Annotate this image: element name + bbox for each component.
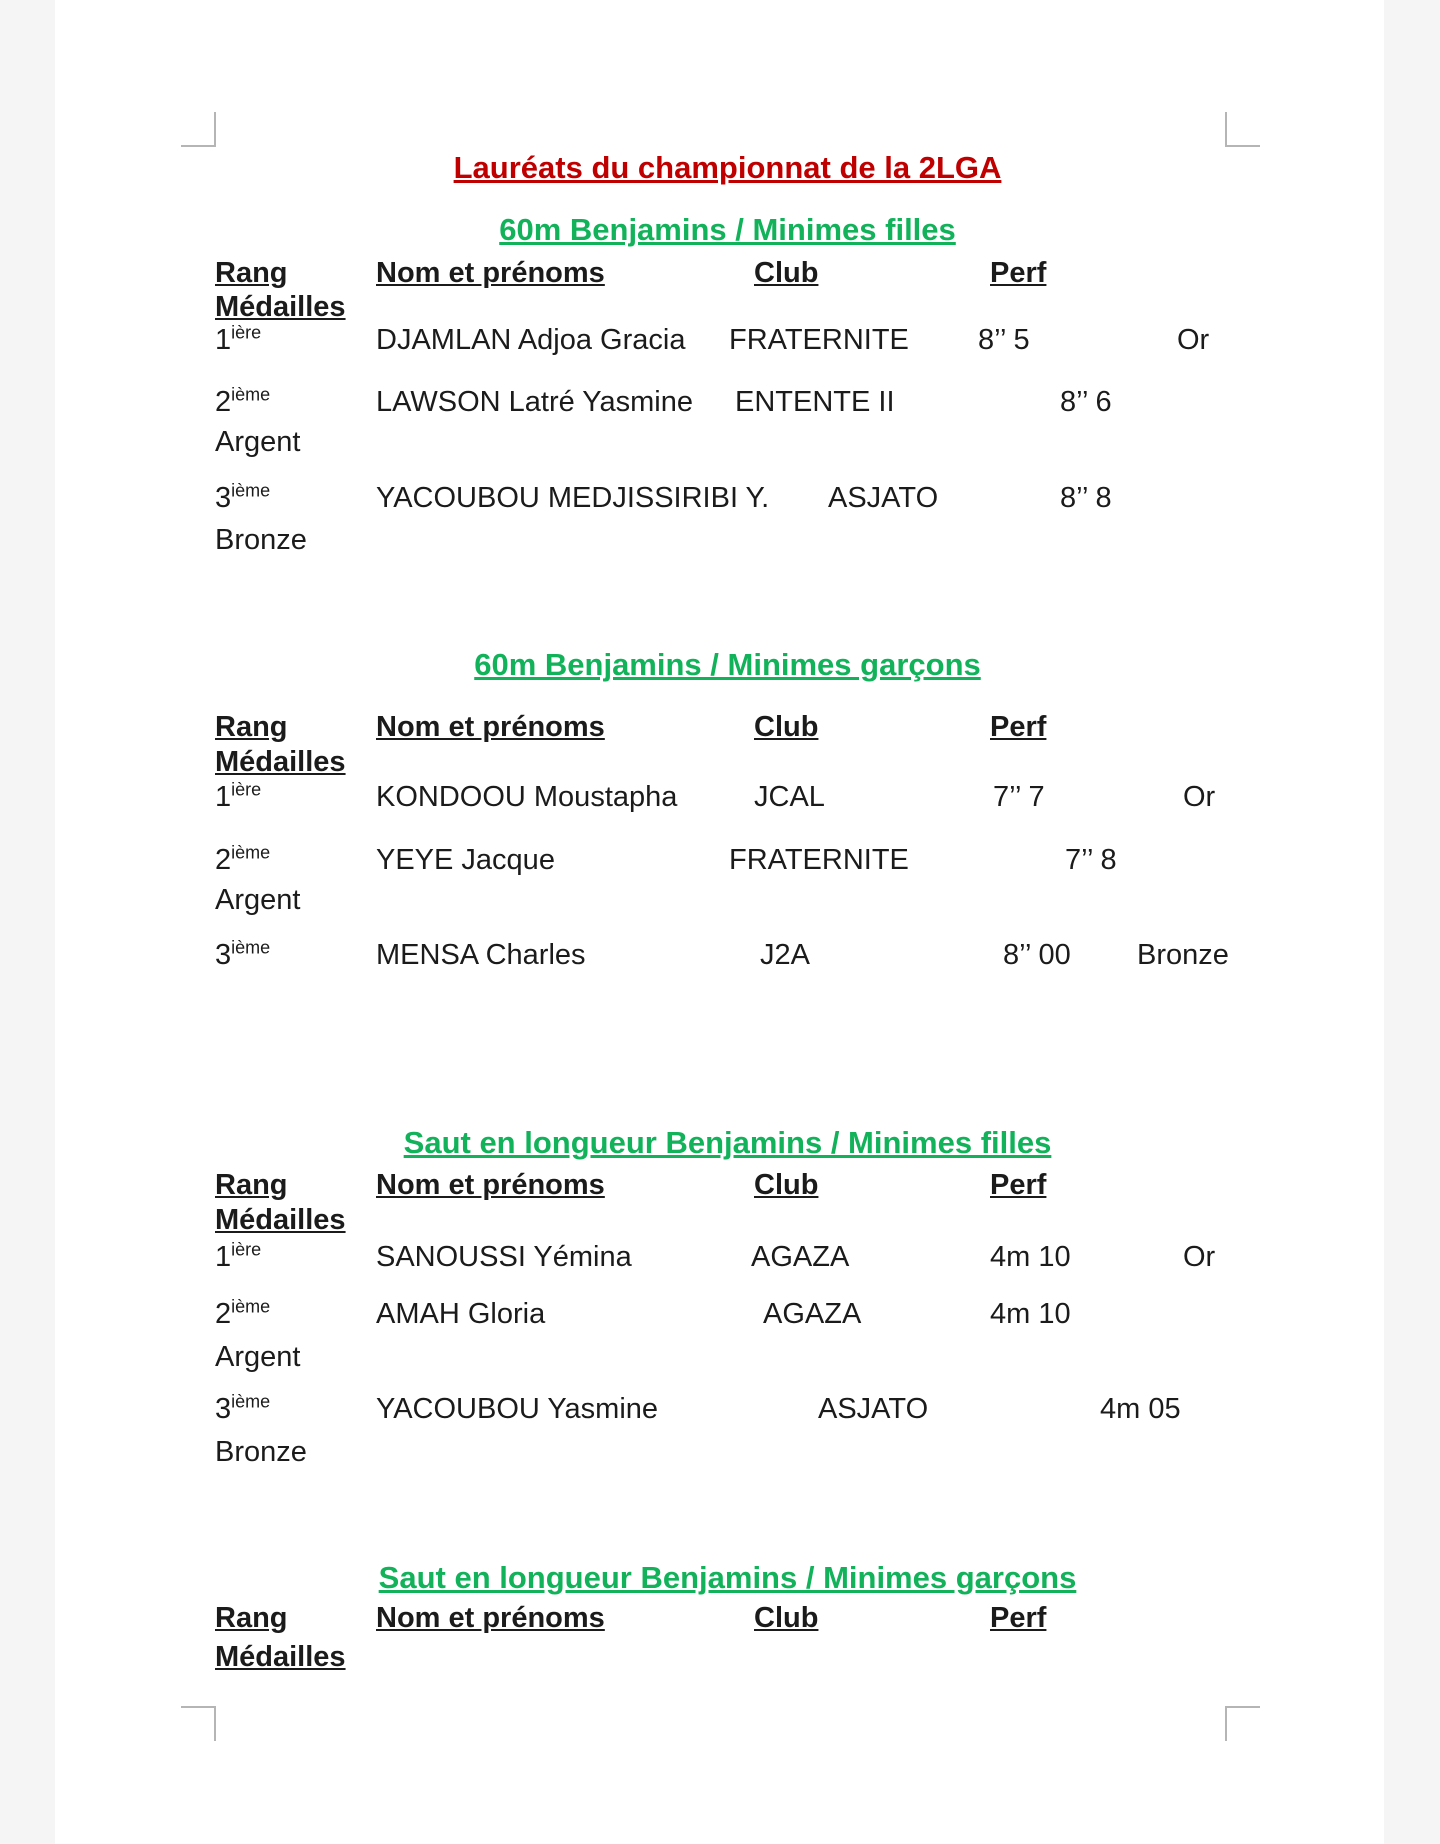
column-header-rang: Rang [215,1602,288,1634]
rank-cell: 3ième [215,937,271,971]
crop-mark-bottom-right [1225,1706,1260,1741]
name-cell: YEYE Jacque [376,844,555,876]
rank-cell: $1^{ière}$ [215,779,262,813]
column-header-nom: Nom et prénoms [376,711,605,743]
perf-cell: 8’’ 00 [1003,939,1071,971]
medal-cell: Or [1183,1241,1216,1273]
column-header-rang: Rang [215,1169,288,1201]
name-cell: AMAH Gloria [376,1298,546,1330]
column-header-nom: Nom et prénoms [376,1602,605,1634]
crop-mark-top-left [181,112,216,147]
perf-cell: 7’’ 7 [993,781,1045,813]
perf-cell: 7’’ 8 [1065,844,1117,876]
name-cell: YACOUBOU MEDJISSIRIBI Y. [376,482,770,514]
rank-cell: $1^{ière}$ [215,1239,262,1273]
document-page [55,0,1384,1844]
name-cell: KONDOOU Moustapha [376,781,678,813]
column-header-perf: Perf [990,711,1047,743]
rank-cell: 2ième [215,842,271,876]
club-cell: AGAZA [763,1298,862,1330]
club-cell: AGAZA [751,1241,850,1273]
name-cell: SANOUSSI Yémina [376,1241,632,1273]
column-header-medailles: Médailles [215,1641,346,1673]
column-header-nom: Nom et prénoms [376,257,605,289]
page-title-text: Lauréats du championnat de la 2LGA [453,150,1002,185]
rank-cell: 3ième [215,1391,271,1425]
name-cell: YACOUBOU Yasmine [376,1393,659,1425]
column-header-club: Club [754,711,819,743]
rank-cell: $1^{ière}$ [215,322,262,356]
section-title-60m-filles: 60m Benjamins / Minimes filles [499,212,956,247]
column-header-club: Club [754,257,819,289]
section-title-longueur-garcons: Saut en longueur Benjamins / Minimes garçons [378,1560,1077,1595]
crop-mark-bottom-left [181,1706,216,1741]
section-title-longueur-filles: Saut en longueur Benjamins / Minimes filles [403,1125,1052,1160]
club-cell: ASJATO [828,482,939,514]
medal-cell: Bronze [215,524,307,556]
medal-cell: Or [1183,781,1216,813]
column-header-perf: Perf [990,1602,1047,1634]
perf-cell: 8’’ 6 [1060,386,1112,418]
perf-cell: 4m 10 [990,1241,1071,1273]
column-header-rang: Rang [215,711,288,743]
medal-cell: Bronze [1137,939,1229,971]
perf-cell: 8’’ 5 [978,324,1030,356]
column-header-perf: Perf [990,1169,1047,1201]
club-cell: ASJATO [818,1393,929,1425]
column-header-nom: Nom et prénoms [376,1169,605,1201]
club-cell: ENTENTE II [735,386,895,418]
crop-mark-top-right [1225,112,1260,147]
medal-cell: Argent [215,884,301,916]
column-header-club: Club [754,1602,819,1634]
name-cell: MENSA Charles [376,939,586,971]
medal-cell: Or [1177,324,1210,356]
column-header-club: Club [754,1169,819,1201]
rank-cell: 2ième [215,1296,271,1330]
perf-cell: 8’’ 8 [1060,482,1112,514]
medal-cell: Bronze [215,1436,307,1468]
club-cell: FRATERNITE [729,844,909,876]
name-cell: DJAMLAN Adjoa Gracia [376,324,686,356]
rank-cell: 3ième [215,480,271,514]
rank-cell: 2ième [215,384,271,418]
club-cell: FRATERNITE [729,324,909,356]
column-header-rang: Rang [215,257,288,289]
column-header-medailles: Médailles [215,291,346,323]
perf-cell: 4m 10 [990,1298,1071,1330]
section-title-60m-garcons: 60m Benjamins / Minimes garçons [474,647,981,682]
name-cell: LAWSON Latré Yasmine [376,386,693,418]
perf-cell: 4m 05 [1100,1393,1181,1425]
medal-cell: Argent [215,1341,301,1373]
page-title [215,150,1240,186]
club-cell: J2A [760,939,810,971]
column-header-medailles: Médailles [215,746,346,778]
medal-cell: Argent [215,426,301,458]
column-header-medailles: Médailles [215,1204,346,1236]
club-cell: JCAL [754,781,825,813]
column-header-perf: Perf [990,257,1047,289]
